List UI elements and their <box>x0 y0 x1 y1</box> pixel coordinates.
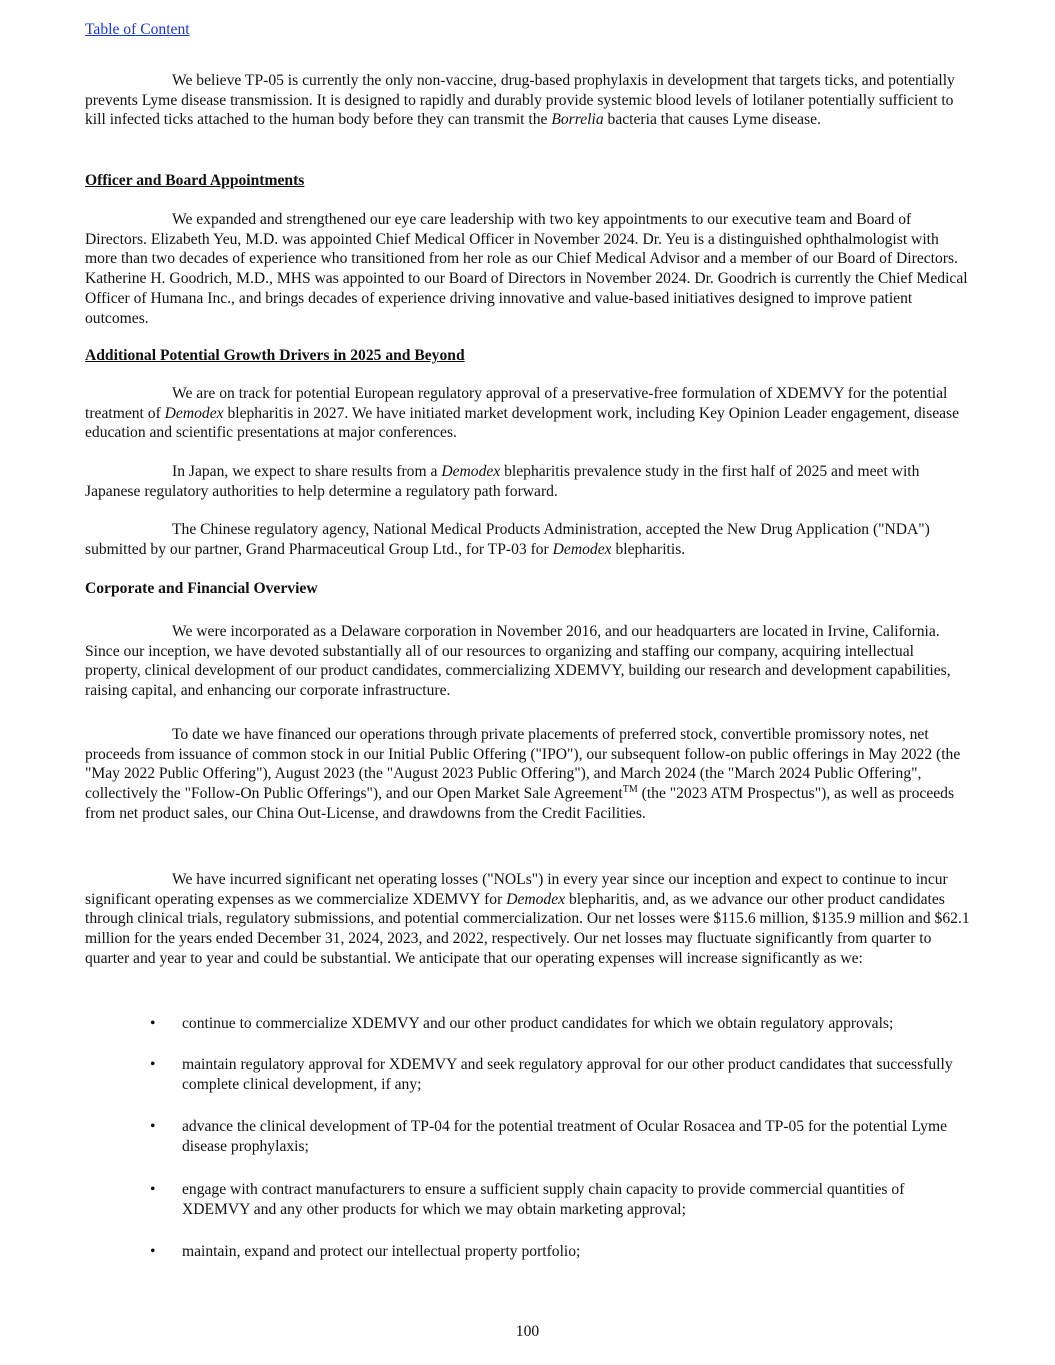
corporate-italic-3: Demodex <box>506 890 566 908</box>
corporate-paragraph-2 <box>85 725 970 824</box>
officer-heading: Officer and Board Appointments <box>85 172 305 189</box>
bullet-icon: • <box>150 1056 156 1073</box>
list-item-text: maintain regulatory approval for XDEMVY and seek regulatory approval for our other product candidates that successfully complete clinical development, if any; <box>182 1056 953 1093</box>
list-item-text: maintain, expand and protect our intellectual property portfolio; <box>182 1243 581 1260</box>
list-item <box>85 1117 975 1156</box>
growth-heading: Additional Potential Growth Drivers in 2025 and Beyond <box>85 347 465 364</box>
growth-text-3b: blepharitis. <box>611 540 686 558</box>
corporate-text-3b: blepharitis, and, as we advance our other product candidates through clinical trials, regulatory submissions, and potential commercialization. Our net losses were $115.6 million, $135.9 million and $62.1 million for the years ended December 31, 2024, 2023, and 2022, respectively. Our net losses may fluctuate significantly from quarter to quarter and year to year and could be substantial. We anticipate that our operating expenses will increase significantly as we: <box>85 890 970 967</box>
officer-paragraph <box>85 210 970 328</box>
growth-text-1b: blepharitis in 2027. We have initiated market development work, including Key Opinion Leader engagement, disease education and scientific presentations at major conferences. <box>85 404 960 442</box>
bullet-icon: • <box>150 1118 156 1135</box>
bullet-icon: • <box>150 1015 156 1032</box>
growth-text-2b: blepharitis prevalence study in the first half of 2025 and meet with Japanese regulatory authorities to help determine a regulatory path forward. <box>85 463 920 500</box>
growth-text-2a: In Japan, we expect to share results from a <box>172 463 442 480</box>
page-number: 100 <box>515 1323 540 1340</box>
intro-italic-borrelia: Borrelia <box>551 111 604 129</box>
bullet-icon: • <box>150 1243 156 1260</box>
growth-text-3a: The Chinese regulatory agency, National Medical Products Administration, accepted the New Drug Application ("NDA") submitted by our partner, Grand Pharmaceutical Group Ltd., for TP-03 for <box>85 521 930 558</box>
growth-paragraph-2 <box>85 462 970 501</box>
bullet-icon: • <box>150 1181 156 1198</box>
corporate-text-2b: (the "2023 ATM Prospectus"), as well as proceeds from net product sales, our China Out-License, and drawdowns from the Credit Facilities. <box>85 785 955 822</box>
trademark-superscript: TM <box>622 784 638 796</box>
list-item-text: continue to commercialize XDEMVY and our other product candidates for which we obtain regulatory approvals; <box>182 1015 894 1032</box>
intro-text-b: bacteria that causes Lyme disease. <box>603 111 821 129</box>
corporate-paragraph-1 <box>85 622 970 701</box>
officer-text: We expanded and strengthened our eye care leadership with two key appointments to our executive team and Board of Directors. Elizabeth Yeu, M.D. was appointed Chief Medical Officer in November 2024. Dr. Yeu is a distinguished ophthalmologist with more than two decades of experience who transitioned from her role as our Chief Medical Advisor and a member of our Board of Directors. Katherine H. Goodrich, M.D., MHS was appointed to our Board of Directors in November 2024. Dr. Goodrich is currently the Chief Medical Officer of Humana Inc., and brings decades of experience driving innovative and value-based initiatives designed to improve patient outcomes. <box>85 211 968 327</box>
growth-text-1a: We are on track for potential European regulatory approval of a preservative-free formulation of XDEMVY for the potential treatment of <box>85 385 948 422</box>
corporate-text-3a: We have incurred significant net operating losses ("NOLs") in every year since our inception and expect to continue to incur significant operating expenses as we commercialize XDEMVY for <box>85 871 948 908</box>
list-item <box>85 1055 975 1094</box>
growth-italic-2: Demodex <box>441 463 501 480</box>
list-item <box>85 1242 580 1262</box>
growth-italic-1: Demodex <box>164 404 224 422</box>
table-of-content-link[interactable]: Table of Content <box>85 21 190 38</box>
growth-paragraph-3 <box>85 520 970 559</box>
intro-paragraph <box>85 71 970 130</box>
corporate-heading: Corporate and Financial Overview <box>85 580 318 597</box>
corporate-text-1: We were incorporated as a Delaware corporation in November 2016, and our headquarters are located in Irvine, California. Since our inception, we have devoted substantially all of our resources to organizing and staffing our company, acquiring intellectual property, clinical development of our product candidates, commercializing XDEMVY, building our research and development capabilities, raising capital, and enhancing our corporate infrastructure. <box>85 623 951 700</box>
list-item <box>85 1014 893 1034</box>
list-item-text: advance the clinical development of TP-04 for the potential treatment of Ocular Rosacea and TP-05 for the potential Lyme disease prophylaxis; <box>182 1118 947 1155</box>
list-item-text: engage with contract manufacturers to ensure a sufficient supply chain capacity to provide commercial quantities of XDEMVY and any other products for which we may obtain marketing approval; <box>182 1181 905 1218</box>
list-item <box>85 1180 975 1219</box>
corporate-paragraph-3 <box>85 870 970 969</box>
growth-paragraph-1 <box>85 384 970 443</box>
growth-italic-3: Demodex <box>552 540 612 558</box>
corporate-text-2a: To date we have financed our operations through private placements of preferred stock, convertible promissory notes, net proceeds from issuance of common stock in our Initial Public Offering ("IPO"), our subsequent follow-on public offerings in May 2022 (the "May 2022 Public Offering"), August 2023 (the "August 2023 Public Offering"), and March 2024 (the "March 2024 Public Offering", collectively the "Follow-On Public Offerings"), and our Open Market Sale Agreement <box>85 726 961 803</box>
intro-text-a: We believe TP-05 is currently the only non-vaccine, drug-based prophylaxis in development that targets ticks, and potentially prevents Lyme disease transmission. It is designed to rapidly and durably provide systemic blood levels of lotilaner potentially sufficient to kill infected ticks attached to the human body before they can transmit the <box>85 72 955 129</box>
